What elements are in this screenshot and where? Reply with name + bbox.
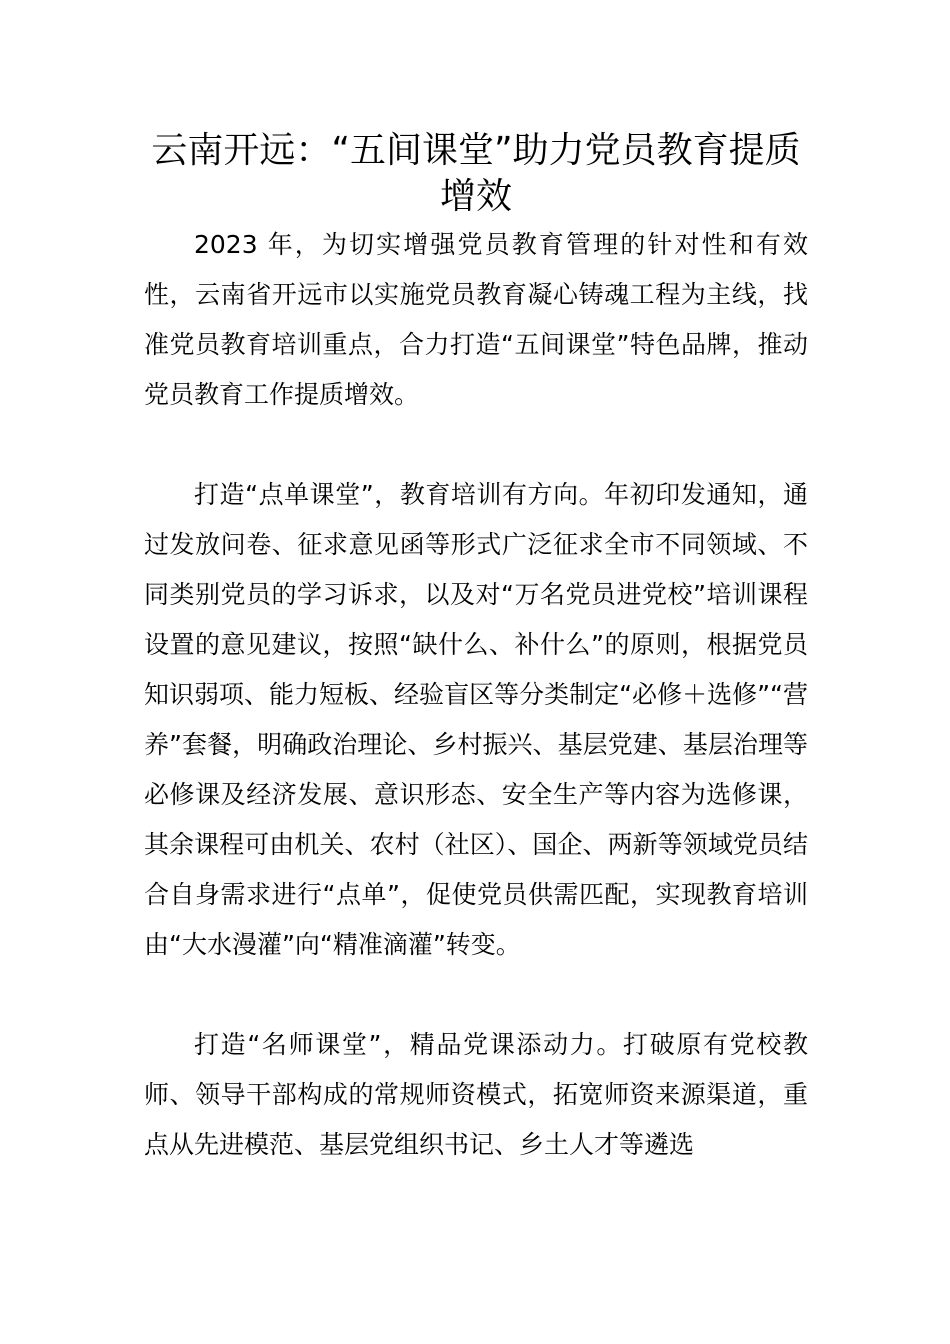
paragraph-intro: 2023 年，为切实增强党员教育管理的针对性和有效性，云南省开远市以实施党员教育凝心铸魂工程为主线，找准党员教育培训重点，合力打造“五间课堂”特色品牌，推动党员教育工作提质增效。 — [144, 230, 808, 409]
paragraph-spacer — [144, 970, 808, 1020]
document-page — [144, 128, 808, 1170]
paragraph-spacer — [144, 420, 808, 470]
paragraph-dandan-ketang: 打造“点单课堂”，教育培训有方向。年初印发通知，通过发放问卷、征求意见函等形式广泛征求全市不同领域、不同类别党员的学习诉求，以及对“万名党员进党校”培训课程设置的意见建议，按照“缺什么、补什么”的原则，根据党员知识弱项、能力短板、经验盲区等分类制定“必修＋选修”“营养”套餐，明确政治理论、乡村振兴、基层党建、基层治理等必修课及经济发展、意识形态、安全生产等内容为选修课，其余课程可由机关、农村（社区）、国企、两新等领域党员结合自身需求进行“点单”，促使党员供需匹配，实现教育培训由“大水漫灌”向“精准滴灌”转变。 — [144, 480, 808, 959]
paragraph-mingshi-ketang: 打造“名师课堂”，精品党课添动力。打破原有党校教师、领导干部构成的常规师资模式，拓宽师资来源渠道，重点从先进模范、基层党组织书记、乡土人才等遴选 — [144, 1030, 808, 1159]
document-title: 云南开远：“五间课堂”助力党员教育提质增效 — [151, 130, 801, 217]
